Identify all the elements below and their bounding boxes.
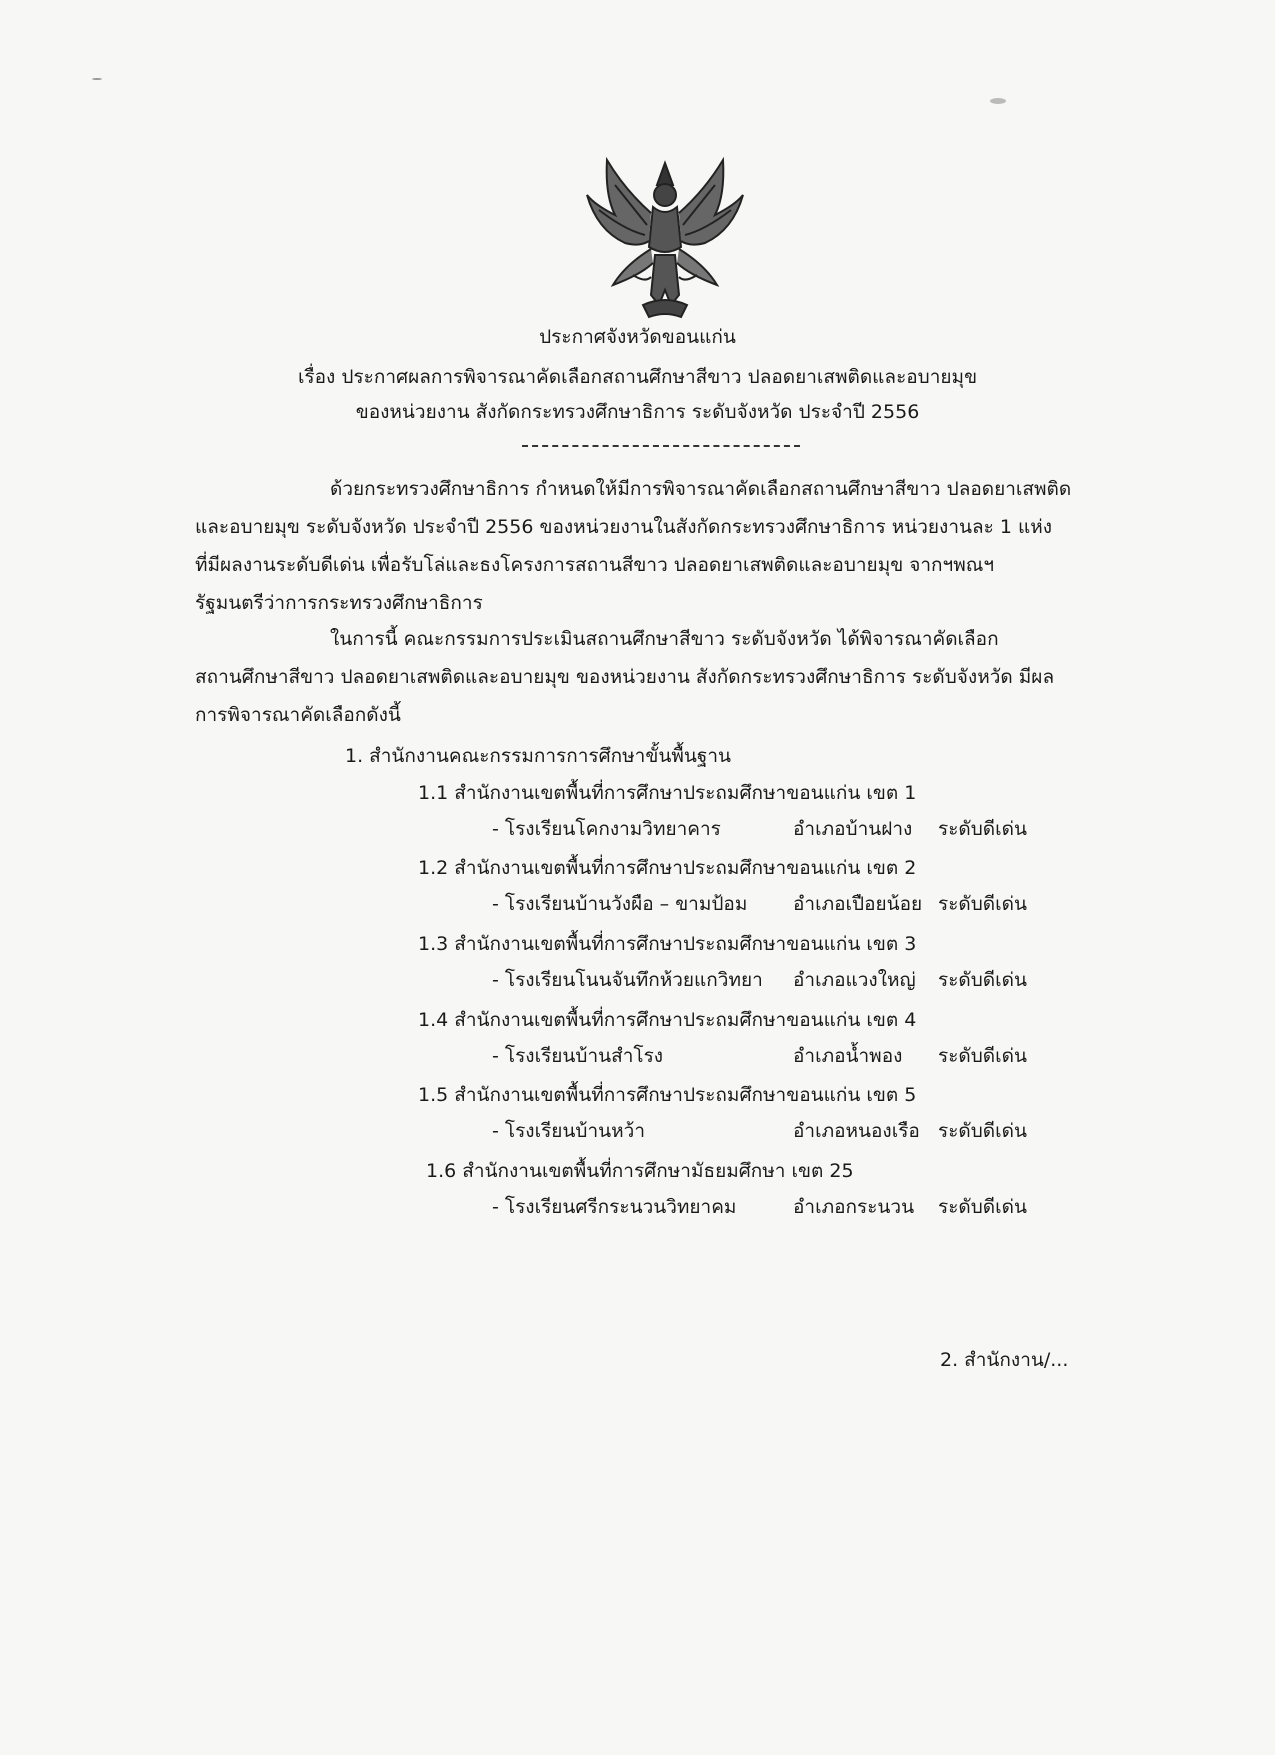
district-1-3: อำเภอแวงใหญ่ <box>793 969 916 991</box>
para1-line2: และอบายมุข ระดับจังหวัด ประจำปี 2556 ของหน่วยงานในสังกัดกระทรวงศึกษาธิการ หน่วยงานละ 1 แห่ง <box>195 516 1053 538</box>
divider-line <box>522 445 800 447</box>
school-1-1: - โรงเรียนโคกงามวิทยาคาร <box>492 818 721 840</box>
district-1-4: อำเภอน้ำพอง <box>793 1045 903 1067</box>
subject-line-2: ของหน่วยงาน สังกัดกระทรวงศึกษาธิการ ระดับจังหวัด ประจำปี 2556 <box>355 401 920 423</box>
area-1-6: 1.6 สำนักงานเขตพื้นที่การศึกษามัธยมศึกษา เขต 25 <box>426 1160 854 1182</box>
scan-speck <box>990 98 1006 104</box>
continued-marker: 2. สำนักงาน/... <box>940 1349 1069 1371</box>
school-1-5: - โรงเรียนบ้านหว้า <box>492 1120 645 1142</box>
para2-line1: ในการนี้ คณะกรรมการประเมินสถานศึกษาสีขาว ระดับจังหวัด ได้พิจารณาคัดเลือก <box>330 628 999 650</box>
level-1-3: ระดับดีเด่น <box>938 969 1027 991</box>
district-1-5: อำเภอหนองเรือ <box>793 1120 920 1142</box>
district-1-1: อำเภอบ้านฝาง <box>793 818 913 840</box>
para2-line2: สถานศึกษาสีขาว ปลอดยาเสพติดและอบายมุข ของหน่วยงาน สังกัดกระทรวงศึกษาธิการ ระดับจังหวัด มีผล <box>195 666 1055 688</box>
school-1-2: - โรงเรียนบ้านวังผือ – ขามป้อม <box>492 893 748 915</box>
level-1-4: ระดับดีเด่น <box>938 1045 1027 1067</box>
area-1-4: 1.4 สำนักงานเขตพื้นที่การศึกษาประถมศึกษาขอนแก่น เขต 4 <box>418 1009 917 1031</box>
school-1-6: - โรงเรียนศรีกระนวนวิทยาคม <box>492 1196 737 1218</box>
district-1-2: อำเภอเปือยน้อย <box>793 893 923 915</box>
level-1-5: ระดับดีเด่น <box>938 1120 1027 1142</box>
garuda-emblem <box>585 155 745 320</box>
area-1-3: 1.3 สำนักงานเขตพื้นที่การศึกษาประถมศึกษาขอนแก่น เขต 3 <box>418 933 917 955</box>
school-1-3: - โรงเรียนโนนจันทึกห้วยแกวิทยา <box>492 969 763 991</box>
level-1-6: ระดับดีเด่น <box>938 1196 1027 1218</box>
scan-speck <box>92 78 102 80</box>
section-1-heading: 1. สำนักงานคณะกรรมการการศึกษาขั้นพื้นฐาน <box>345 745 731 767</box>
para1-line4: รัฐมนตรีว่าการกระทรวงศึกษาธิการ <box>195 592 483 614</box>
announcement-title: ประกาศจังหวัดขอนแก่น <box>539 326 736 348</box>
area-1-5: 1.5 สำนักงานเขตพื้นที่การศึกษาประถมศึกษาขอนแก่น เขต 5 <box>418 1084 917 1106</box>
para1-line3: ที่มีผลงานระดับดีเด่น เพื่อรับโล่และธงโครงการสถานสีขาว ปลอดยาเสพติดและอบายมุข จากฯพณฯ <box>195 554 995 576</box>
para2-line3: การพิจารณาคัดเลือกดังนี้ <box>195 704 401 726</box>
district-1-6: อำเภอกระนวน <box>793 1196 915 1218</box>
school-1-4: - โรงเรียนบ้านสำโรง <box>492 1045 664 1067</box>
level-1-1: ระดับดีเด่น <box>938 818 1027 840</box>
area-1-2: 1.2 สำนักงานเขตพื้นที่การศึกษาประถมศึกษาขอนแก่น เขต 2 <box>418 857 917 879</box>
area-1-1: 1.1 สำนักงานเขตพื้นที่การศึกษาประถมศึกษาขอนแก่น เขต 1 <box>418 782 917 804</box>
level-1-2: ระดับดีเด่น <box>938 893 1027 915</box>
subject-line-1: เรื่อง ประกาศผลการพิจารณาคัดเลือกสถานศึกษาสีขาว ปลอดยาเสพติดและอบายมุข <box>297 366 978 388</box>
para1-line1: ด้วยกระทรวงศึกษาธิการ กำหนดให้มีการพิจารณาคัดเลือกสถานศึกษาสีขาว ปลอดยาเสพติด <box>330 478 1072 500</box>
